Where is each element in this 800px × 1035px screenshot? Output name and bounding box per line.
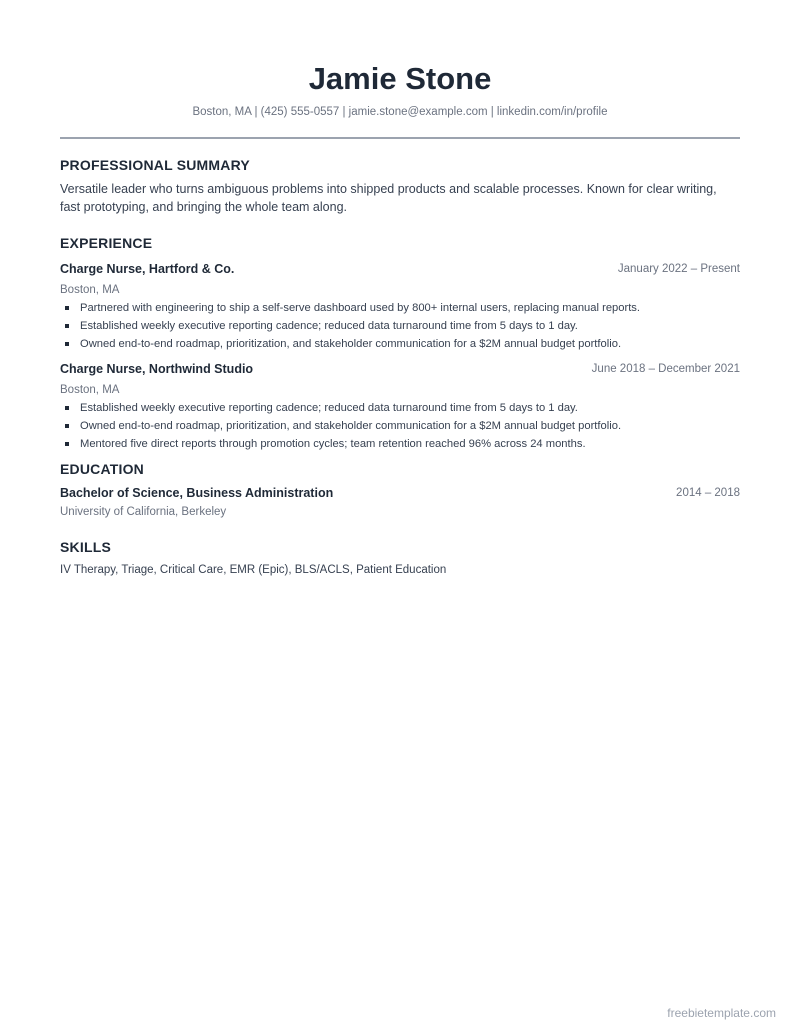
job-location: Boston, MA <box>60 284 120 296</box>
job-role: Charge Nurse, Northwind Studio <box>60 362 254 376</box>
education-degree: Bachelor of Science, Business Administration <box>60 486 334 500</box>
job-dates: June 2018 – December 2021 <box>591 363 740 375</box>
candidate-name: Jamie Stone <box>308 61 492 96</box>
bullet-icon <box>65 324 69 328</box>
bullet-icon <box>65 342 69 346</box>
job-bullet-text: Established weekly executive reporting cadence; reduced data turnaround time from 5 days to 1 day. <box>80 402 578 414</box>
job-location: Boston, MA <box>60 384 120 396</box>
job-dates: January 2022 – Present <box>617 263 740 275</box>
job-bullet-text: Partnered with engineering to ship a self-serve dashboard used by 800+ internal users, replacing manual reports. <box>80 302 641 314</box>
bullet-icon <box>65 406 69 410</box>
job-bullet-text: Owned end-to-end roadmap, prioritization, and stakeholder communication for a $2M annual budget portfolio. <box>80 338 622 350</box>
job-bullet-list <box>60 299 740 353</box>
job-bullet-text: Mentored five direct reports through promotion cycles; team retention reached 96% across 24 months. <box>80 438 586 450</box>
education-dates: 2014 – 2018 <box>676 487 740 499</box>
education-school: University of California, Berkeley <box>60 506 227 518</box>
contact-line: Boston, MA | (425) 555-0557 | jamie.stone@example.com | linkedin.com/in/profile <box>192 106 608 118</box>
job-bullet-text: Owned end-to-end roadmap, prioritization, and stakeholder communication for a $2M annual budget portfolio. <box>80 420 622 432</box>
job-bullet <box>60 299 740 317</box>
job-bullet <box>60 399 740 417</box>
job-header <box>60 260 740 278</box>
education-heading: EDUCATION <box>60 461 144 477</box>
summary-text: Versatile leader who turns ambiguous problems into shipped products and scalable processes. Known for clear writing, fast prototyping, and bringing the whole team along. <box>60 182 717 214</box>
job-bullet-list <box>60 399 740 453</box>
footer-watermark: freebietemplate.com <box>667 1006 776 1020</box>
header-divider <box>60 137 740 139</box>
summary-heading: PROFESSIONAL SUMMARY <box>60 157 250 173</box>
job-role: Charge Nurse, Hartford & Co. <box>60 262 235 276</box>
job-bullet <box>60 335 740 353</box>
job-bullet <box>60 317 740 335</box>
job-header <box>60 360 740 378</box>
experience-heading: EXPERIENCE <box>60 235 153 251</box>
job-bullet-text: Established weekly executive reporting cadence; reduced data turnaround time from 5 days to 1 day. <box>80 320 578 332</box>
skills-heading: SKILLS <box>60 539 111 555</box>
job-bullet <box>60 435 740 453</box>
bullet-icon <box>65 424 69 428</box>
skills-text: IV Therapy, Triage, Critical Care, EMR (Epic), BLS/ACLS, Patient Education <box>60 564 447 576</box>
job-bullet <box>60 417 740 435</box>
education-header <box>60 484 740 502</box>
bullet-icon <box>65 442 69 446</box>
bullet-icon <box>65 306 69 310</box>
